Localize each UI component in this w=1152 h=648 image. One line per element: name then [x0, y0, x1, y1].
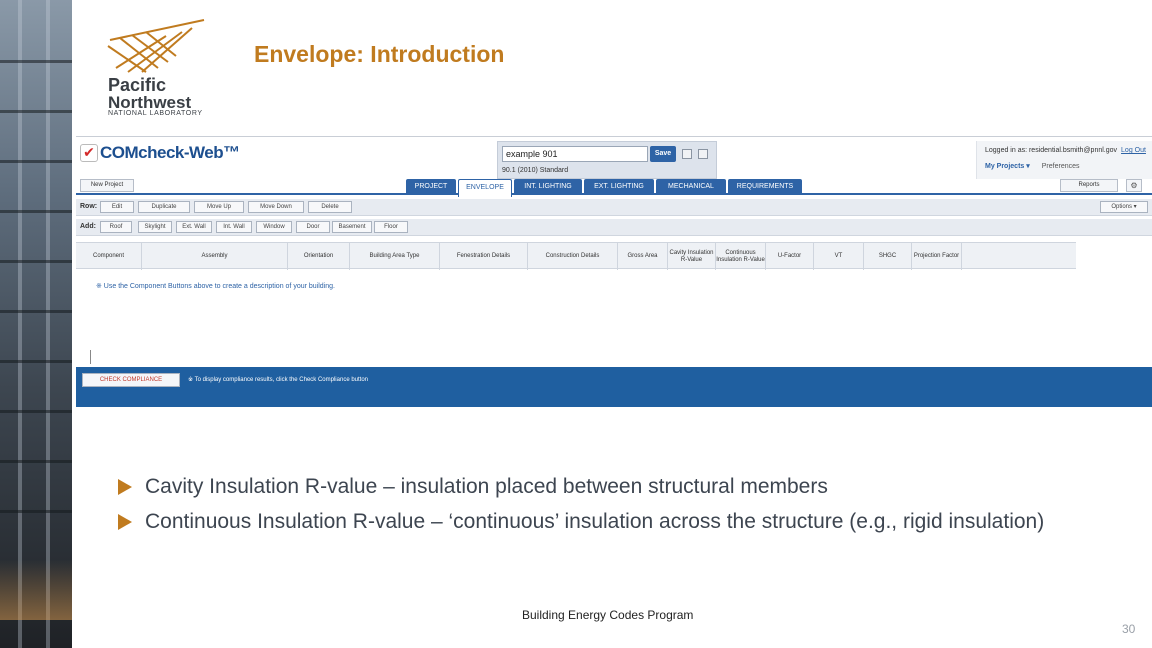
save-button[interactable]: Save — [650, 146, 676, 162]
brand-suffix: -Web™ — [183, 143, 240, 162]
col-gross-area[interactable]: Gross Area — [618, 243, 668, 270]
bullet-text: Continuous Insulation R-value – ‘continuous’ insulation across the structure (e.g., rigid insulation) — [145, 510, 1045, 533]
pnnl-logo — [106, 18, 216, 118]
compliance-message: ※ To display compliance results, click the Check Compliance button — [188, 377, 368, 383]
project-box — [497, 141, 717, 179]
add-skylight-button[interactable]: Skylight — [138, 221, 172, 233]
add-toolbar — [76, 219, 1152, 236]
col-construction-details[interactable]: Construction Details — [528, 243, 618, 270]
comcheck-screenshot — [76, 136, 1152, 408]
brand-prefix: COMcheck — [100, 143, 184, 162]
delete-button[interactable]: Delete — [308, 201, 352, 213]
col-u-factor[interactable]: U-Factor — [766, 243, 814, 270]
duplicate-button[interactable]: Duplicate — [138, 201, 190, 213]
empty-table-hint: ※ Use the Component Buttons above to create a description of your building. — [96, 283, 335, 290]
row-label: Row: — [80, 203, 98, 210]
add-roof-button[interactable]: Roof — [100, 221, 132, 233]
new-project-button[interactable]: New Project — [80, 179, 134, 192]
reports-button[interactable]: Reports — [1060, 179, 1118, 192]
bullet-arrow-icon — [118, 514, 132, 530]
col-vt[interactable]: VT — [814, 243, 864, 270]
add-label: Add: — [80, 223, 96, 230]
col-orientation[interactable]: Orientation — [288, 243, 350, 270]
tab-ext-lighting[interactable]: EXT. LIGHTING — [584, 179, 654, 195]
check-compliance-button[interactable]: CHECK COMPLIANCE — [82, 373, 180, 387]
pnnl-logo-mark-icon — [106, 18, 210, 74]
logo-text-northwest: Northwest — [108, 93, 192, 112]
row-toolbar — [76, 199, 1152, 216]
col-fenestration-details[interactable]: Fenestration Details — [440, 243, 528, 270]
export-icon[interactable] — [698, 149, 708, 159]
col-projection-factor[interactable]: Projection Factor — [912, 243, 962, 270]
move-up-button[interactable]: Move Up — [194, 201, 244, 213]
add-window-button[interactable]: Window — [256, 221, 292, 233]
col-shgc[interactable]: SHGC — [864, 243, 912, 270]
program-name: Building Energy Codes Program — [522, 608, 694, 622]
col-assembly[interactable]: Assembly — [142, 243, 288, 270]
add-int-wall-button[interactable]: Int. Wall — [216, 221, 252, 233]
col-cavity-insulation[interactable]: Cavity Insulation R-Value — [668, 243, 716, 270]
user-panel — [976, 141, 1152, 179]
add-floor-button[interactable]: Floor — [374, 221, 408, 233]
tab-requirements[interactable]: REQUIREMENTS — [728, 179, 802, 195]
slide-title: Envelope: Introduction — [254, 41, 505, 67]
gear-icon[interactable]: ⚙ — [1126, 179, 1142, 192]
building-photo — [0, 0, 72, 648]
text-cursor — [90, 350, 91, 364]
bullet-list — [118, 472, 1118, 542]
tab-int-lighting[interactable]: INT. LIGHTING — [514, 179, 582, 195]
compliance-bar — [76, 367, 1152, 407]
tab-envelope[interactable]: ENVELOPE — [458, 179, 512, 197]
tab-mechanical[interactable]: MECHANICAL — [656, 179, 726, 195]
col-component[interactable]: Component — [76, 243, 142, 270]
bullet-text: Cavity Insulation R-value – insulation placed between structural members — [145, 475, 828, 498]
add-door-button[interactable]: Door — [296, 221, 330, 233]
copy-icon[interactable] — [682, 149, 692, 159]
preferences-link[interactable]: Preferences — [1041, 163, 1080, 170]
edit-button[interactable]: Edit — [100, 201, 134, 213]
page-number: 30 — [1122, 622, 1136, 636]
logo-text-pacific: Pacific — [108, 75, 167, 95]
bullet-item — [118, 472, 1118, 501]
logout-link[interactable]: Log Out — [1121, 147, 1146, 154]
add-ext-wall-button[interactable]: Ext. Wall — [176, 221, 212, 233]
my-projects-menu[interactable]: My Projects ▾ — [985, 163, 1030, 170]
comcheck-logo — [80, 143, 240, 163]
tab-project[interactable]: PROJECT — [406, 179, 456, 195]
check-icon: ✔ — [80, 144, 98, 162]
logged-in-text: Logged in as: residential.bsmith@pnnl.gov — [985, 147, 1118, 154]
bullet-item — [118, 507, 1118, 536]
project-name-input[interactable]: example 901 — [502, 146, 648, 162]
options-button[interactable]: Options ▾ — [1100, 201, 1148, 213]
add-basement-button[interactable]: Basement — [332, 221, 372, 233]
logo-text-lab: NATIONAL LABORATORY — [108, 110, 203, 117]
col-continuous-insulation[interactable]: Continuous Insulation R-Value — [716, 243, 766, 270]
code-standard: 90.1 (2010) Standard — [502, 167, 569, 174]
main-nav — [76, 177, 1152, 195]
component-table-header — [76, 242, 1076, 269]
bullet-arrow-icon — [118, 479, 132, 495]
move-down-button[interactable]: Move Down — [248, 201, 304, 213]
col-building-area-type[interactable]: Building Area Type — [350, 243, 440, 270]
